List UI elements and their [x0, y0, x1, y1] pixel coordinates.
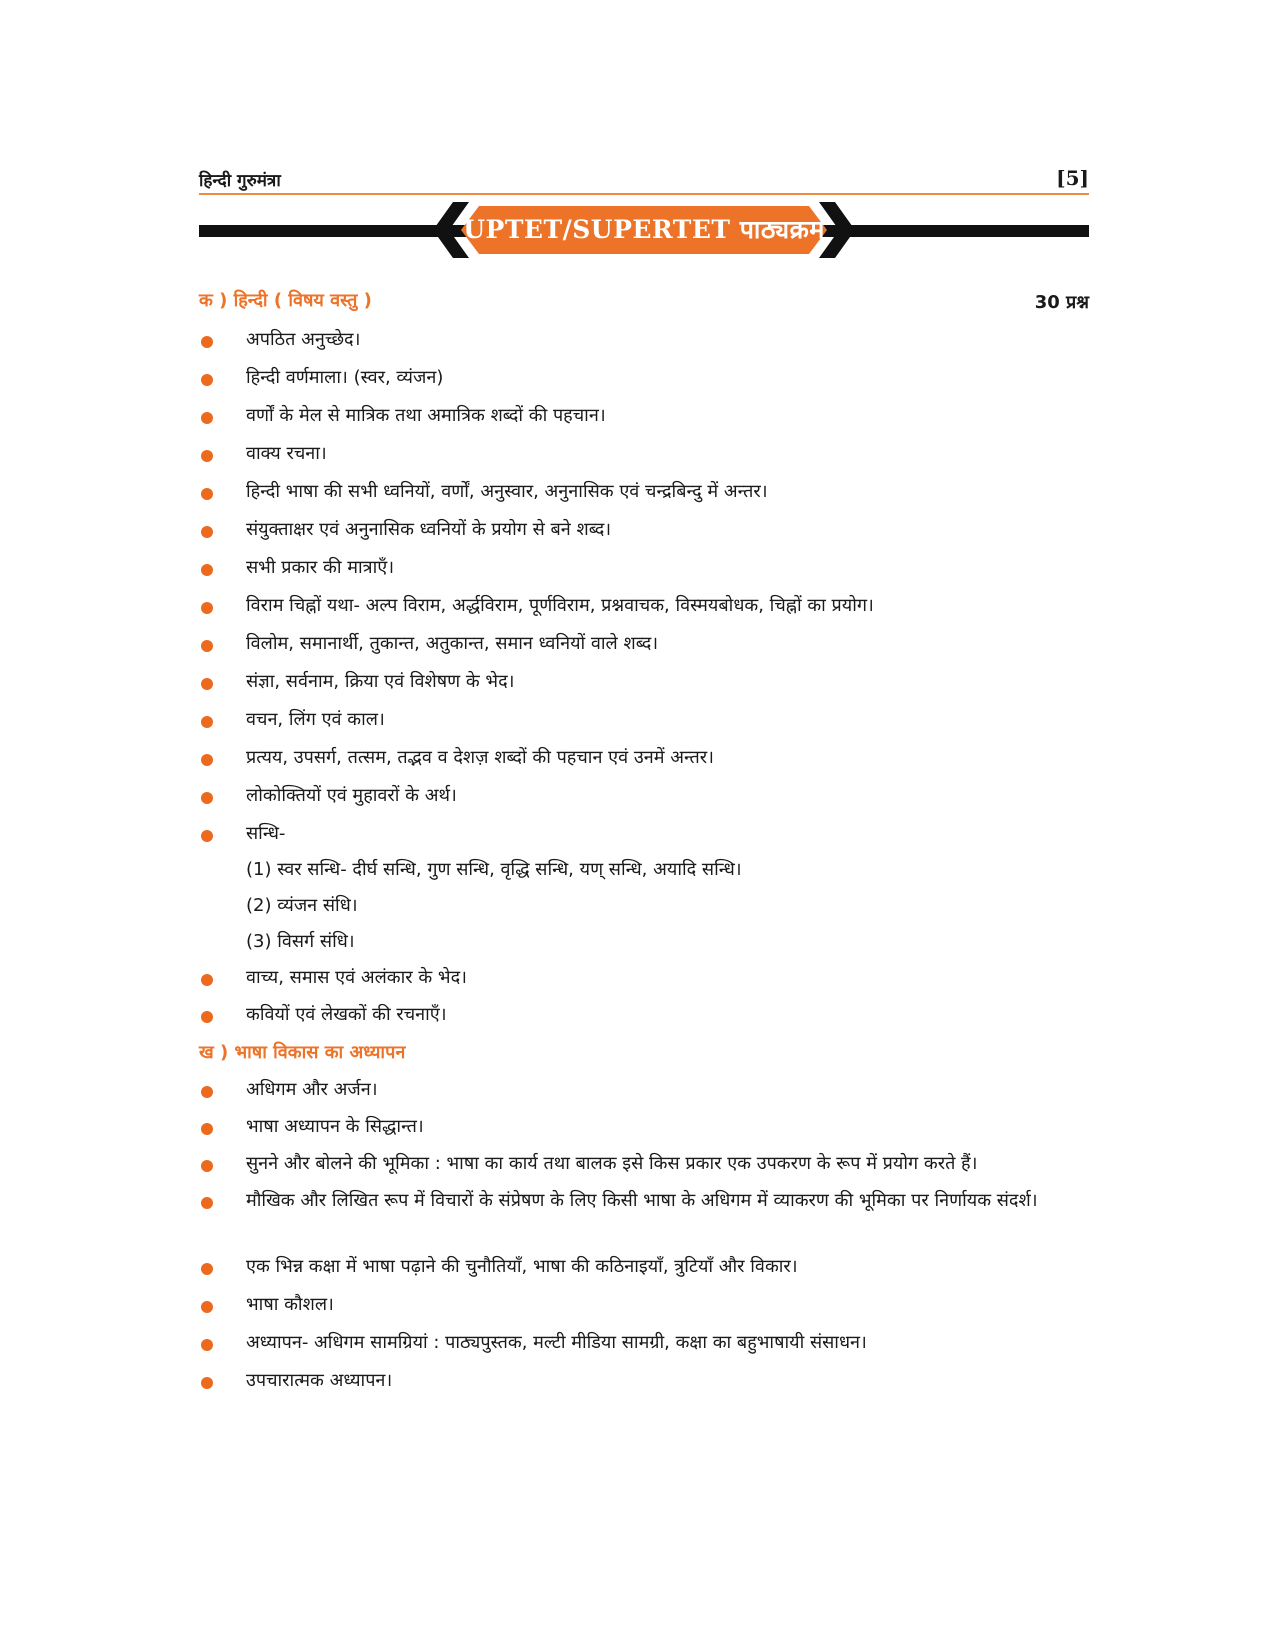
bullet-icon — [201, 716, 213, 728]
bullet-icon — [201, 374, 213, 386]
bullet-icon — [201, 1011, 213, 1023]
page-number: [5] — [1056, 166, 1089, 190]
section-a-heading: क ) हिन्दी ( विषय वस्तु ) — [199, 290, 372, 311]
bullet-icon — [201, 678, 213, 690]
sandhi-sub-item: (3) विसर्ग संधि। — [246, 931, 355, 952]
bullet-icon — [201, 1123, 213, 1135]
question-count: 30 प्रश्न — [1034, 292, 1089, 313]
book-title: हिन्दी गुरुमंत्रा — [199, 171, 281, 191]
bullet-icon — [201, 1263, 213, 1275]
syllabus-banner — [199, 202, 1089, 258]
section-b-heading: ख ) भाषा विकास का अध्यापन — [199, 1042, 406, 1063]
sandhi-sub-item: (1) स्वर सन्धि- दीर्घ सन्धि, गुण सन्धि, वृद्धि सन्धि, यण् सन्धि, अयादि सन्धि। — [246, 859, 742, 880]
bullet-icon — [201, 640, 213, 652]
bullet-icon — [201, 412, 213, 424]
bullet-icon — [201, 488, 213, 500]
bullet-icon — [201, 792, 213, 804]
sandhi-sub-item: (2) व्यंजन संधि। — [246, 895, 358, 916]
bullet-icon — [201, 602, 213, 614]
bullet-icon — [201, 1197, 213, 1209]
bullet-icon — [201, 974, 213, 986]
page-header — [199, 166, 1089, 196]
bullet-icon — [201, 1377, 213, 1389]
bullet-icon — [201, 336, 213, 348]
bullet-icon — [201, 526, 213, 538]
bullet-icon — [201, 564, 213, 576]
bullet-icon — [201, 1301, 213, 1313]
bullet-icon — [201, 1339, 213, 1351]
header-rule — [199, 193, 1089, 195]
document-page: हिन्दी गुरुमंत्रा [5] UPTET/SUPERTET पाठ्यक्रम क ) हिन्दी ( विषय वस्तु ) 30 प्रश्न अपठित अनुच्छेद। हिन्दी वर्णमाला। (स्वर, व्यंजन) वर्णों के मेल से मात्रिक तथा अमात्रिक शब्दों की पहचान। वाक्य रचना। हिन्दी भाषा की सभी ध्वनियों, वर्णों, अनुस्वार, अनुनासिक एवं चन्द्रबिन्दु में अन्तर। संयुक्ताक्षर एवं अनुनासिक ध्वनियों के प्रयोग से बने शब्द। सभी प्रकार की मात्राएँ। विराम चिह्नों यथा- अल्प विराम, अर्द्धविराम, पूर्णविराम, प्रश्नवाचक, विस्मयबोधक, चिह्नों का प्रयोग। विलोम, समानार्थी, तुकान्त, अतुकान्त, समान ध्वनियों वाले शब्द। संज्ञा, सर्वनाम, क्रिया एवं विशेषण के भेद। वचन, लिंग एवं काल। प्रत्यय, उपसर्ग, तत्सम, तद्भव व देशज़ शब्दों की पहचान एवं उनमें अन्तर। लोकोक्तियों एवं मुहावरों के अर्थ। सन्धि- (1) स्वर सन्धि- दीर्घ सन्धि, गुण सन्धि, वृद्धि सन्धि, यण् सन्धि, अयादि सन्धि। (2) व्यंजन संधि। (3) विसर्ग संधि। वाच्य, समास एवं अलंकार के भेद। कवियों एवं लेखकों की रचनाएँ। ख ) भाषा विकास का अध्यापन अधिगम और अर्जन। भाषा अध्यापन के सिद्धान्त। सुनने और बोलने की भूमिका : भाषा का कार्य तथा बालक इसे किस प्रकार एक उपकरण के रूप में प्रयोग करते हैं। मौखिक और लिखित रूप में विचारों के संप्रेषण के लिए किसी भाषा के अधिगम में व्याकरण की भूमिका पर निर्णायक संदर्श। एक भिन्न कक्षा में भाषा पढ़ाने की चुनौतियाँ, भाषा की कठिनाइयाँ, त्रुटियाँ और विकार। भाषा कौशल। अध्यापन- अधिगम सामग्रियां : पाठ्यपुस्तक, मल्टी मीडिया सामग्री, कक्षा का बहुभाषायी संसाधन। उपचारात्मक अध्यापन। — [199, 166, 1089, 1391]
bullet-icon — [201, 754, 213, 766]
bullet-icon — [201, 450, 213, 462]
bullet-icon — [201, 830, 213, 842]
bullet-icon — [201, 1160, 213, 1172]
banner-title: UPTET/SUPERTET पाठ्यक्रम — [463, 215, 825, 244]
bullet-icon — [201, 1086, 213, 1098]
